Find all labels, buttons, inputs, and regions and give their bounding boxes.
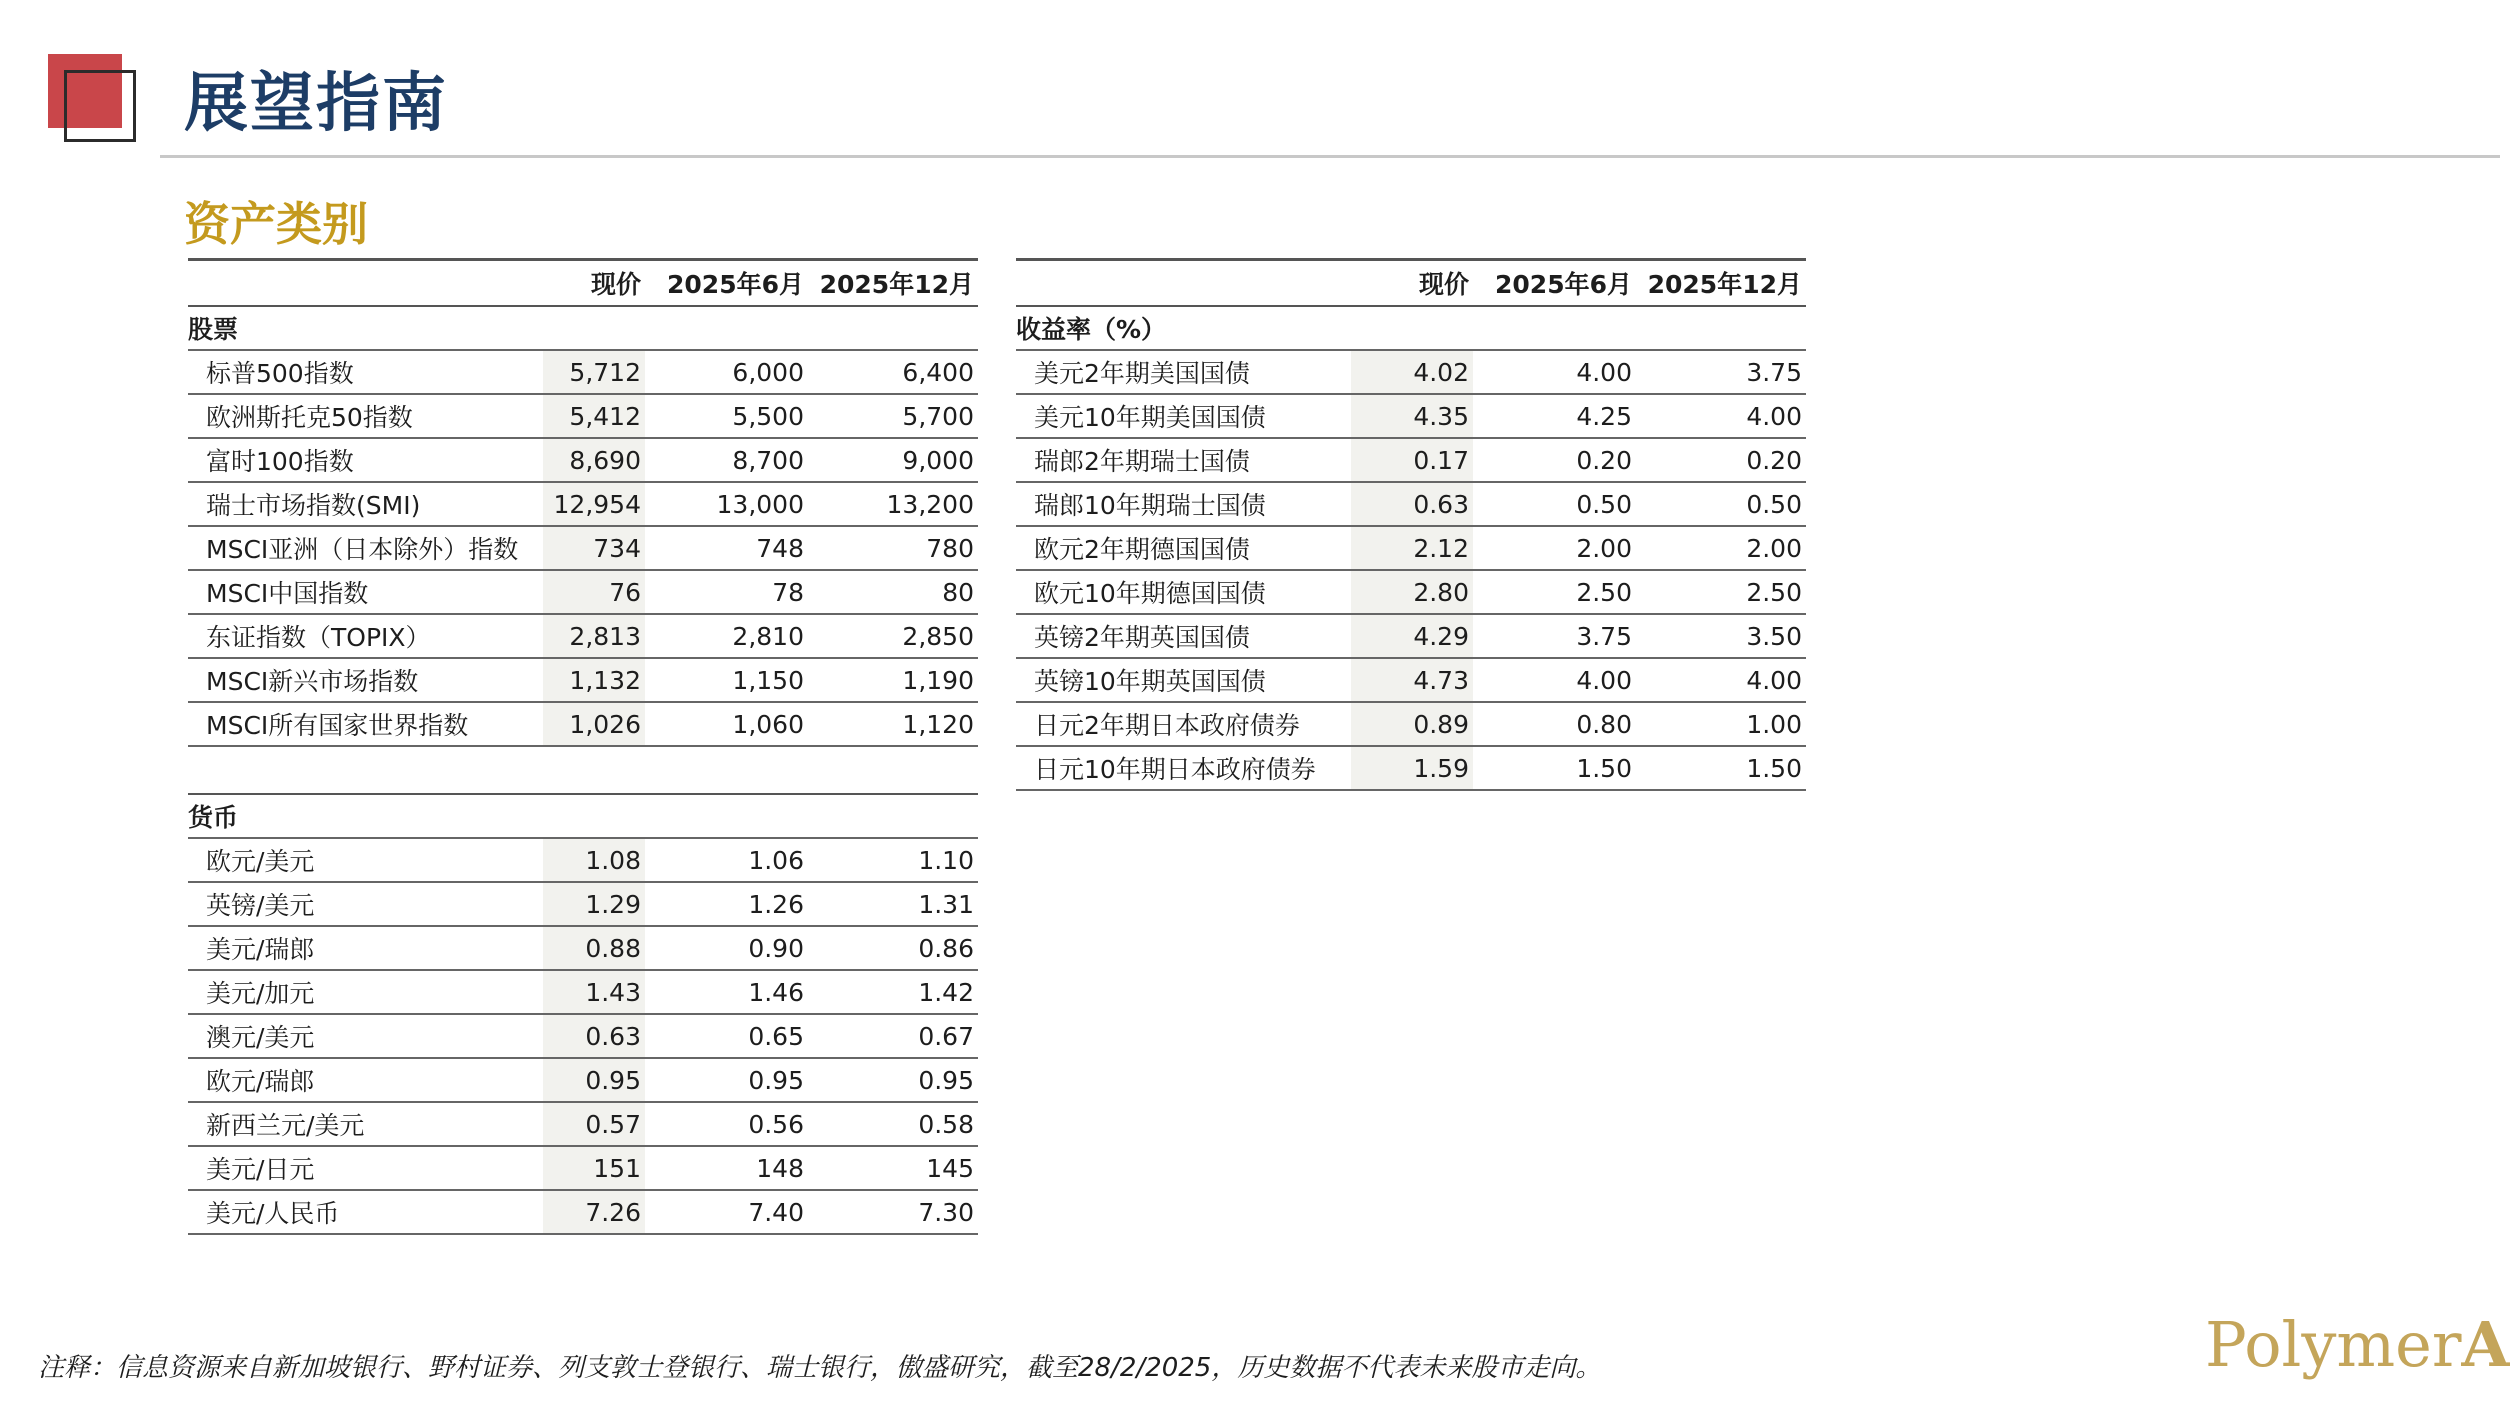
- dec-2025-forecast: 80: [808, 570, 978, 614]
- current-value: 1.08: [543, 838, 645, 882]
- current-value: 4.02: [1351, 350, 1473, 394]
- current-value: 1,132: [543, 658, 645, 702]
- current-value: 8,690: [543, 438, 645, 482]
- current-value: 2.80: [1351, 570, 1473, 614]
- row-label: 欧元10年期德国国债: [1016, 570, 1351, 614]
- dec-2025-forecast: 1,120: [808, 702, 978, 746]
- current-value: 1.59: [1351, 746, 1473, 790]
- row-label: 东证指数（TOPIX）: [188, 614, 543, 658]
- jun-2025-forecast: 2.50: [1473, 570, 1636, 614]
- row-label: 欧元/美元: [188, 838, 543, 882]
- table-row: [1016, 614, 1806, 658]
- table-row: [188, 482, 978, 526]
- table-row: [188, 926, 978, 970]
- table-row: [188, 838, 978, 882]
- table-row: [188, 1190, 978, 1234]
- table-row: [1016, 394, 1806, 438]
- jun-2025-forecast: 1,060: [645, 702, 808, 746]
- dec-2025-forecast: 780: [808, 526, 978, 570]
- row-label: 美元/加元: [188, 970, 543, 1014]
- row-label: 富时100指数: [188, 438, 543, 482]
- current-value: 1.29: [543, 882, 645, 926]
- dec-2025-forecast: 2.50: [1636, 570, 1806, 614]
- table-row: [188, 658, 978, 702]
- jun-2025-forecast: 1.26: [645, 882, 808, 926]
- current-value: 0.57: [543, 1102, 645, 1146]
- category-label: 收益率（%）: [1016, 306, 1806, 350]
- table-row: [188, 438, 978, 482]
- table-row: [188, 970, 978, 1014]
- table-row: [1016, 350, 1806, 394]
- jun-2025-forecast: 4.25: [1473, 394, 1636, 438]
- table-row: [188, 702, 978, 746]
- header-current: 现价: [1351, 260, 1473, 307]
- dec-2025-forecast: 4.00: [1636, 394, 1806, 438]
- current-value: 0.95: [543, 1058, 645, 1102]
- page-title: 展望指南: [184, 67, 448, 141]
- row-label: MSCI所有国家世界指数: [188, 702, 543, 746]
- current-value: 5,412: [543, 394, 645, 438]
- jun-2025-forecast: 1.50: [1473, 746, 1636, 790]
- table-row: [188, 1102, 978, 1146]
- table-spacer: [188, 746, 978, 793]
- spacer-cell: [188, 746, 978, 793]
- header-jun-2025: 2025年6月: [1473, 260, 1636, 307]
- dec-2025-forecast: 2,850: [808, 614, 978, 658]
- dec-2025-forecast: 7.30: [808, 1190, 978, 1234]
- dec-2025-forecast: 0.20: [1636, 438, 1806, 482]
- dec-2025-forecast: 1.42: [808, 970, 978, 1014]
- row-label: 美元2年期美国国债: [1016, 350, 1351, 394]
- dec-2025-forecast: 13,200: [808, 482, 978, 526]
- jun-2025-forecast: 0.50: [1473, 482, 1636, 526]
- title-divider: [160, 155, 2500, 158]
- table-row: [188, 394, 978, 438]
- current-value: 1,026: [543, 702, 645, 746]
- table-row: [1016, 526, 1806, 570]
- current-value: 4.29: [1351, 614, 1473, 658]
- jun-2025-forecast: 0.65: [645, 1014, 808, 1058]
- jun-2025-forecast: 2,810: [645, 614, 808, 658]
- row-label: 欧洲斯托克50指数: [188, 394, 543, 438]
- table-row: [188, 1058, 978, 1102]
- jun-2025-forecast: 1,150: [645, 658, 808, 702]
- table-row: [188, 1146, 978, 1190]
- dec-2025-forecast: 9,000: [808, 438, 978, 482]
- table-row: [1016, 702, 1806, 746]
- dec-2025-forecast: 3.50: [1636, 614, 1806, 658]
- table-row: [188, 614, 978, 658]
- table-row: [188, 1014, 978, 1058]
- row-label: 瑞郎10年期瑞士国债: [1016, 482, 1351, 526]
- header-logo-mark: [48, 54, 140, 144]
- jun-2025-forecast: 13,000: [645, 482, 808, 526]
- category-row: [188, 794, 978, 838]
- row-label: 日元10年期日本政府债券: [1016, 746, 1351, 790]
- table-row: [188, 570, 978, 614]
- dec-2025-forecast: 0.95: [808, 1058, 978, 1102]
- jun-2025-forecast: 0.80: [1473, 702, 1636, 746]
- table-row: [1016, 482, 1806, 526]
- jun-2025-forecast: 0.20: [1473, 438, 1636, 482]
- dec-2025-forecast: 1,190: [808, 658, 978, 702]
- jun-2025-forecast: 1.46: [645, 970, 808, 1014]
- current-value: 734: [543, 526, 645, 570]
- dec-2025-forecast: 2.00: [1636, 526, 1806, 570]
- current-value: 0.89: [1351, 702, 1473, 746]
- current-value: 76: [543, 570, 645, 614]
- jun-2025-forecast: 0.56: [645, 1102, 808, 1146]
- table-header-row: [1016, 260, 1806, 307]
- table-row: [1016, 570, 1806, 614]
- current-value: 12,954: [543, 482, 645, 526]
- dec-2025-forecast: 145: [808, 1146, 978, 1190]
- dec-2025-forecast: 1.31: [808, 882, 978, 926]
- row-label: 澳元/美元: [188, 1014, 543, 1058]
- category-label: 货币: [188, 794, 978, 838]
- current-value: 7.26: [543, 1190, 645, 1234]
- dec-2025-forecast: 6,400: [808, 350, 978, 394]
- logo-outline-square: [64, 70, 136, 142]
- row-label: 瑞郎2年期瑞士国债: [1016, 438, 1351, 482]
- table-row: [188, 350, 978, 394]
- jun-2025-forecast: 0.95: [645, 1058, 808, 1102]
- current-value: 5,712: [543, 350, 645, 394]
- row-label: 日元2年期日本政府债券: [1016, 702, 1351, 746]
- brand-logo: [2205, 1308, 2510, 1381]
- jun-2025-forecast: 4.00: [1473, 350, 1636, 394]
- table-row: [1016, 746, 1806, 790]
- current-value: 2.12: [1351, 526, 1473, 570]
- equities-currencies-table: [188, 258, 978, 1235]
- brand-logo-mark: A: [2461, 1308, 2510, 1381]
- category-row: [1016, 306, 1806, 350]
- jun-2025-forecast: 3.75: [1473, 614, 1636, 658]
- row-label: 标普500指数: [188, 350, 543, 394]
- row-label: 欧元/瑞郎: [188, 1058, 543, 1102]
- category-label: 股票: [188, 306, 978, 350]
- current-value: 0.88: [543, 926, 645, 970]
- dec-2025-forecast: 0.58: [808, 1102, 978, 1146]
- table-row: [1016, 658, 1806, 702]
- table-row: [188, 882, 978, 926]
- current-value: 0.17: [1351, 438, 1473, 482]
- jun-2025-forecast: 1.06: [645, 838, 808, 882]
- jun-2025-forecast: 8,700: [645, 438, 808, 482]
- current-value: 4.35: [1351, 394, 1473, 438]
- dec-2025-forecast: 4.00: [1636, 658, 1806, 702]
- row-label: 英镑/美元: [188, 882, 543, 926]
- brand-logo-text: Polymer: [2205, 1308, 2462, 1381]
- row-label: 美元/人民币: [188, 1190, 543, 1234]
- row-label: 美元10年期美国国债: [1016, 394, 1351, 438]
- jun-2025-forecast: 748: [645, 526, 808, 570]
- jun-2025-forecast: 4.00: [1473, 658, 1636, 702]
- jun-2025-forecast: 78: [645, 570, 808, 614]
- section-title: 资产类别: [184, 197, 368, 251]
- current-value: 151: [543, 1146, 645, 1190]
- jun-2025-forecast: 0.90: [645, 926, 808, 970]
- table-header-row: [188, 260, 978, 307]
- table-row: [188, 526, 978, 570]
- table-row: [1016, 438, 1806, 482]
- row-label: 英镑10年期英国国债: [1016, 658, 1351, 702]
- row-label: MSCI中国指数: [188, 570, 543, 614]
- current-value: 4.73: [1351, 658, 1473, 702]
- row-label: 新西兰元/美元: [188, 1102, 543, 1146]
- row-label: 欧元2年期德国国债: [1016, 526, 1351, 570]
- dec-2025-forecast: 0.67: [808, 1014, 978, 1058]
- row-label: 瑞士市场指数(SMI): [188, 482, 543, 526]
- current-value: 0.63: [1351, 482, 1473, 526]
- header-dec-2025: 2025年12月: [1636, 260, 1806, 307]
- category-row: [188, 306, 978, 350]
- jun-2025-forecast: 5,500: [645, 394, 808, 438]
- dec-2025-forecast: 1.10: [808, 838, 978, 882]
- jun-2025-forecast: 6,000: [645, 350, 808, 394]
- header-jun-2025: 2025年6月: [645, 260, 808, 307]
- header-current: 现价: [543, 260, 645, 307]
- row-label: 美元/瑞郎: [188, 926, 543, 970]
- dec-2025-forecast: 0.50: [1636, 482, 1806, 526]
- row-label: 美元/日元: [188, 1146, 543, 1190]
- row-label: MSCI亚洲（日本除外）指数: [188, 526, 543, 570]
- current-value: 2,813: [543, 614, 645, 658]
- header-dec-2025: 2025年12月: [808, 260, 978, 307]
- dec-2025-forecast: 1.50: [1636, 746, 1806, 790]
- row-label: 英镑2年期英国国债: [1016, 614, 1351, 658]
- header-blank: [188, 260, 543, 307]
- jun-2025-forecast: 7.40: [645, 1190, 808, 1234]
- header-blank: [1016, 260, 1351, 307]
- dec-2025-forecast: 3.75: [1636, 350, 1806, 394]
- jun-2025-forecast: 2.00: [1473, 526, 1636, 570]
- row-label: MSCI新兴市场指数: [188, 658, 543, 702]
- yields-table: [1016, 258, 1806, 791]
- dec-2025-forecast: 0.86: [808, 926, 978, 970]
- footnote: 注释：信息资源来自新加坡银行、野村证券、列支敦士登银行、瑞士银行，傲盛研究，截至28/2/2025，历史数据不代表未来股市走向。: [38, 1353, 1602, 1383]
- dec-2025-forecast: 1.00: [1636, 702, 1806, 746]
- current-value: 0.63: [543, 1014, 645, 1058]
- dec-2025-forecast: 5,700: [808, 394, 978, 438]
- current-value: 1.43: [543, 970, 645, 1014]
- jun-2025-forecast: 148: [645, 1146, 808, 1190]
